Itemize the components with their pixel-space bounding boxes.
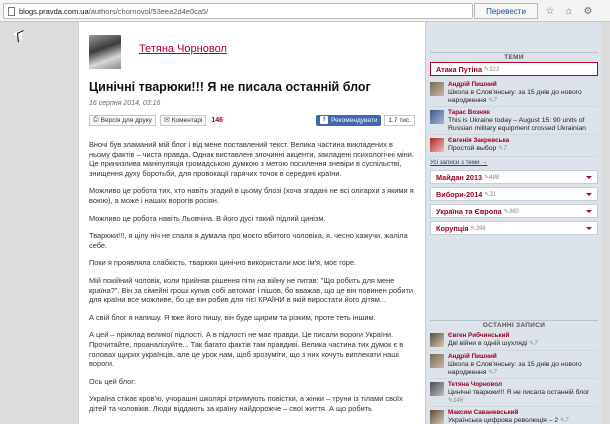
themes-heading: ТЕМИ (430, 52, 598, 62)
entry-author[interactable]: Андрій Пишний (448, 353, 497, 360)
all-theme-posts-link[interactable]: Усі записи з теми → (430, 159, 488, 166)
paragraph: А свій блог я напишу. Я вже його пишу, він буде щирим та різким, проте теть іншим. (89, 312, 376, 322)
author-name-link[interactable]: Тетяна Чорновол (139, 43, 227, 55)
url-text: blogs.pravda.com.ua/authors/chornovol/53eea2d4e0ca5/ (19, 6, 209, 16)
entry-title[interactable]: Школа в Слов'янську: за 15 днів до нового народження ✎7 (448, 361, 582, 376)
entry-title[interactable]: Дві війни в одній шухляді ✎7 (448, 340, 538, 347)
list-item[interactable] (430, 107, 598, 135)
entry-author[interactable]: Тетяна Чорновол (448, 381, 503, 388)
paragraph: Україна стікає кров'ю, учорашні школярі отримують повістки, а жінки – труни із тілами своїх дітей та чоловіків. Люди віддають за країну найдорожче – свої життя. А що робить (89, 394, 403, 413)
blog-page (78, 22, 600, 424)
author-header (89, 34, 415, 70)
theme-item[interactable]: Україна та Європа ✎360 (430, 204, 598, 218)
home-icon[interactable]: ⌂ (565, 5, 573, 17)
chevron-down-icon[interactable] (586, 227, 592, 230)
avatar (430, 110, 444, 124)
entry-title[interactable]: Простой выбор ✎7 (448, 145, 507, 152)
chevron-down-icon[interactable] (586, 193, 592, 196)
theme-item[interactable]: Майдан 2013 ✎488 (430, 170, 598, 184)
entry-title[interactable]: Цинічні тварюки!!! Я не писала останній блог ✎146 (448, 389, 590, 404)
list-item[interactable] (430, 351, 598, 379)
page-icon (8, 7, 15, 16)
entry-title[interactable]: Українська цифрова революція – 2 ✎7 (448, 417, 569, 424)
chevron-down-icon[interactable] (586, 210, 592, 213)
latest-posts-heading: ОСТАННІ ЗАПИСИ (430, 320, 598, 330)
list-item[interactable] (430, 79, 598, 107)
paragraph: Можливо це робота навіть Льовчіна. В його дусі такий підлий цинізм. (89, 213, 326, 223)
list-item[interactable] (430, 407, 598, 424)
avatar (430, 410, 444, 424)
paragraph: А цей – приклад великої підлості. А в підлості не має правди. Це писали вороги України. Прочитайте, проаналізуйте... Так багато фактів там правдиві. Велика частина тих думок є в головах щирих українців, але це урок нам, щоб зрозуміти, що з них хочуть виплекати наші вороги. (89, 330, 404, 369)
entry-author[interactable]: Тарас Возняк (448, 109, 490, 116)
paragraph: Можливо це робота тих, хто навіть згадий в цьому блозі (хоча згадані не всі олігархи з якими я воюю), а може і наших ворогів росіян. (89, 186, 414, 205)
entry-author[interactable]: Євгенія Закревська (448, 137, 510, 144)
comments-button[interactable]: ✉ Коментарі (160, 115, 207, 126)
comment-icon: ✉ (163, 117, 170, 124)
entry-title[interactable]: Школа в Слов'янську: за 15 днів до нового народження ✎7 (448, 89, 582, 104)
translate-button[interactable]: Перевести (474, 3, 538, 19)
printer-icon: ⎙ (93, 116, 99, 123)
theme-item[interactable]: Вибори-2014 ✎31 (430, 187, 598, 201)
paragraph: Вночі був зламаний мій блог і від мене поставлений текст. Велика частина викладених в ньому фактів – чиста правда. Однак виставлені злочинні акценти, закладені психологічні міни. Це принизлива маніпуляція громадською думкою з метою посилення зневіри в суспільстві, знищення духу боротьби, для провокації гарячих точок в середині країни. (89, 140, 414, 178)
entry-author[interactable]: Максим Саваневський (448, 409, 519, 416)
chevron-down-icon[interactable] (586, 176, 592, 179)
facebook-recommend-button[interactable]: f Рекомендувати (316, 115, 381, 126)
article-body (89, 140, 415, 413)
theme-item[interactable]: Корупція ✎396 (430, 221, 598, 235)
article-column (79, 22, 425, 424)
avatar (430, 333, 444, 347)
mouse-cursor-icon (13, 29, 26, 42)
browser-toolbar (0, 0, 610, 22)
paragraph: Ось цей блог: (89, 376, 136, 386)
avatar (430, 138, 444, 152)
avatar (430, 354, 444, 368)
entry-author[interactable]: Євген Рибчинський (448, 332, 510, 339)
article-date: 16 серпня 2014, 03:16 (89, 100, 161, 107)
gear-icon[interactable]: ⚙ (583, 5, 593, 17)
print-button[interactable]: ⎙ Версія для друку (89, 115, 156, 126)
avatar (430, 382, 444, 396)
facebook-count: 1,7 тис. (384, 115, 415, 126)
theme-featured[interactable]: Атака Путіна ✎323 (430, 62, 598, 76)
entry-author[interactable]: Андрій Пишний (448, 81, 497, 88)
author-avatar[interactable] (89, 35, 121, 69)
paragraph: Тварюки!!!, я цілу ніч не спала я думала про моєго вбитого чоловіка, я, чесно кажучи, жаліла себе. (89, 231, 408, 250)
article-title: Цинічні тварюки!!! Я не писала останній блог (89, 80, 371, 94)
list-item[interactable] (430, 135, 598, 157)
star-icon[interactable]: ☆ (545, 5, 555, 17)
sidebar (425, 22, 601, 424)
article-actions (89, 114, 415, 126)
facebook-icon: f (320, 116, 328, 124)
theme-count: ✎323 (484, 66, 500, 73)
avatar (430, 82, 444, 96)
paragraph: Мій покійний чоловік, коли прийняв рішення піти на війну не питав: "Що робить для мене країна?". Він за сімейні гроші купив собі автомат і пішов, бо вважав, що це він повинен робити для країни все можливе, бо це він робив для тієї КРАЇНИ в якій виростати його дітям... (89, 275, 414, 305)
entry-title[interactable]: This is Ukraine today – August 15: 90 units of Russian military equipment crossed Ukrainian (448, 117, 586, 132)
list-item[interactable] (430, 379, 598, 407)
paragraph: Поки я проявляла слабкість, тварюки цинічно використали моє ім'я, моє горе. (89, 258, 357, 268)
comments-count[interactable]: 146 (211, 116, 224, 124)
address-bar[interactable] (3, 3, 473, 19)
list-item[interactable] (430, 330, 598, 351)
